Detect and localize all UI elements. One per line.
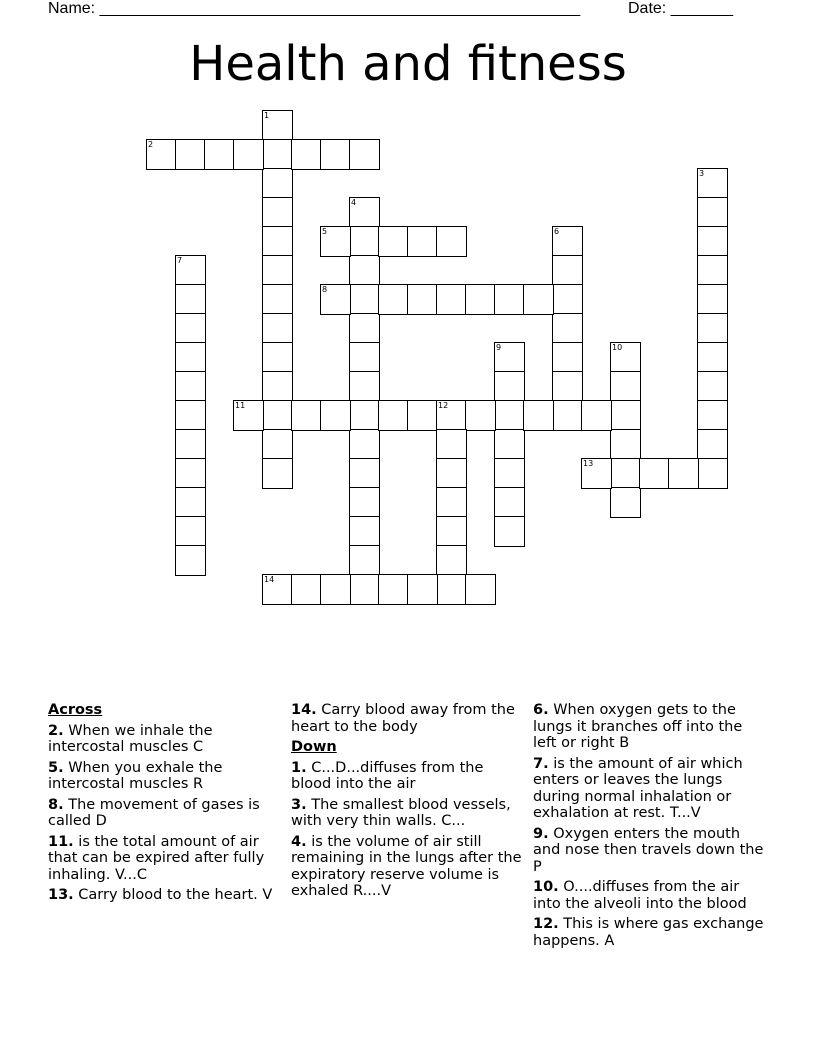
clue-down-3 bbox=[291, 797, 527, 830]
clue-number: 11. bbox=[48, 833, 74, 850]
grid-cell[interactable] bbox=[610, 458, 641, 489]
clue-text: O....diffuses from the air into the alveoli into the blood bbox=[533, 879, 747, 912]
clue-number: 12. bbox=[533, 916, 559, 932]
grid-cell[interactable] bbox=[436, 516, 467, 547]
grid-cell[interactable] bbox=[407, 284, 438, 315]
cell-number: 5 bbox=[322, 227, 328, 236]
clue-across-8 bbox=[48, 797, 284, 830]
grid-cell[interactable] bbox=[349, 429, 380, 460]
grid-cell[interactable] bbox=[552, 400, 583, 431]
name-field[interactable]: Name: ______________________________________________________ bbox=[48, 0, 581, 17]
grid-cell[interactable] bbox=[349, 458, 380, 489]
grid-cell[interactable] bbox=[494, 516, 525, 547]
grid-cell[interactable] bbox=[175, 371, 206, 402]
clue-text: Carry blood away from the heart to the body bbox=[291, 702, 515, 735]
grid-cell[interactable] bbox=[175, 429, 206, 460]
clue-down-12 bbox=[533, 916, 769, 949]
grid-cell[interactable] bbox=[320, 284, 351, 315]
cell-number: 9 bbox=[496, 343, 502, 352]
clue-text: C...D...diffuses from the blood into the air bbox=[291, 759, 484, 792]
clue-across-14 bbox=[291, 702, 527, 735]
grid-cell[interactable] bbox=[262, 371, 293, 402]
clues-section bbox=[48, 702, 778, 962]
grid-cell[interactable] bbox=[494, 400, 525, 431]
grid-cell[interactable] bbox=[465, 400, 496, 431]
clue-number: 10. bbox=[533, 879, 559, 895]
grid-cell[interactable] bbox=[175, 139, 206, 170]
grid-cell[interactable] bbox=[349, 516, 380, 547]
grid-cell[interactable] bbox=[697, 197, 728, 228]
grid-cell[interactable] bbox=[175, 545, 206, 576]
clue-text: When we inhale the intercostal muscles C bbox=[48, 722, 213, 755]
grid-cell[interactable] bbox=[262, 226, 293, 257]
clue-number: 7. bbox=[533, 755, 549, 772]
clue-text: is the total amount of air that can be expired after fully inhaling. V...C bbox=[48, 833, 265, 883]
grid-cell[interactable] bbox=[552, 284, 583, 315]
grid-cell[interactable] bbox=[320, 400, 351, 431]
grid-cell[interactable] bbox=[697, 371, 728, 402]
grid-cell[interactable] bbox=[262, 110, 293, 141]
cell-number: 7 bbox=[177, 256, 183, 265]
grid-cell[interactable] bbox=[697, 400, 728, 431]
grid-cell[interactable] bbox=[349, 545, 380, 576]
grid-cell[interactable] bbox=[494, 487, 525, 518]
grid-cell[interactable] bbox=[407, 226, 438, 257]
grid-cell[interactable] bbox=[262, 429, 293, 460]
cell-number: 14 bbox=[264, 575, 275, 584]
grid-cell[interactable] bbox=[610, 342, 641, 373]
clue-text: Oxygen enters the mouth and nose then travels down the P bbox=[533, 825, 764, 875]
clue-column-2 bbox=[291, 702, 527, 904]
grid-cell[interactable] bbox=[552, 255, 583, 286]
grid-cell[interactable] bbox=[697, 313, 728, 344]
cell-number: 4 bbox=[351, 198, 357, 207]
grid-cell[interactable] bbox=[262, 342, 293, 373]
clue-number: 14. bbox=[291, 702, 317, 718]
grid-cell[interactable] bbox=[436, 487, 467, 518]
clue-column-3 bbox=[533, 702, 769, 953]
puzzle-title: Health and fitness bbox=[189, 36, 627, 92]
grid-cell[interactable] bbox=[639, 458, 670, 489]
clue-number: 6. bbox=[533, 702, 549, 718]
grid-cell[interactable] bbox=[610, 487, 641, 518]
grid-cell[interactable] bbox=[175, 255, 206, 286]
grid-cell[interactable] bbox=[349, 226, 380, 257]
cell-number: 10 bbox=[612, 343, 623, 352]
grid-cell[interactable] bbox=[320, 226, 351, 257]
clue-number: 2. bbox=[48, 722, 64, 739]
grid-cell[interactable] bbox=[262, 313, 293, 344]
grid-cell[interactable] bbox=[262, 197, 293, 228]
grid-cell[interactable] bbox=[349, 487, 380, 518]
clue-column-1 bbox=[48, 702, 284, 908]
grid-cell[interactable] bbox=[407, 574, 438, 605]
cell-number: 2 bbox=[148, 140, 154, 149]
grid-cell[interactable] bbox=[175, 313, 206, 344]
grid-cell[interactable] bbox=[552, 226, 583, 257]
grid-cell[interactable] bbox=[581, 400, 612, 431]
grid-cell[interactable] bbox=[175, 342, 206, 373]
grid-cell[interactable] bbox=[494, 342, 525, 373]
grid-cell[interactable] bbox=[697, 429, 728, 460]
grid-cell[interactable] bbox=[610, 400, 641, 431]
clue-number: 1. bbox=[291, 759, 307, 776]
grid-cell[interactable] bbox=[349, 197, 380, 228]
grid-cell[interactable] bbox=[697, 168, 728, 199]
clue-across-13 bbox=[48, 887, 284, 904]
clue-number: 13. bbox=[48, 887, 74, 903]
grid-cell[interactable] bbox=[291, 400, 322, 431]
grid-cell[interactable] bbox=[291, 139, 322, 170]
clue-down-9 bbox=[533, 826, 769, 876]
cell-number: 6 bbox=[554, 227, 560, 236]
grid-cell[interactable] bbox=[349, 371, 380, 402]
grid-cell[interactable] bbox=[697, 342, 728, 373]
grid-cell[interactable] bbox=[436, 429, 467, 460]
clue-across-2 bbox=[48, 723, 284, 756]
grid-cell[interactable] bbox=[552, 342, 583, 373]
clue-text: When you exhale the intercostal muscles R bbox=[48, 759, 223, 792]
grid-cell[interactable] bbox=[175, 284, 206, 315]
grid-cell[interactable] bbox=[175, 516, 206, 547]
clue-number: 4. bbox=[291, 833, 307, 850]
date-field[interactable]: Date: _______ bbox=[628, 0, 733, 17]
grid-cell[interactable] bbox=[204, 139, 235, 170]
clue-text: The movement of gases is called D bbox=[48, 796, 260, 829]
grid-cell[interactable] bbox=[146, 139, 177, 170]
grid-cell[interactable] bbox=[262, 574, 293, 605]
down-heading: Down bbox=[291, 739, 337, 755]
grid-cell[interactable] bbox=[436, 545, 467, 576]
grid-cell[interactable] bbox=[436, 458, 467, 489]
grid-cell[interactable] bbox=[233, 139, 264, 170]
clue-down-7 bbox=[533, 756, 769, 822]
grid-cell[interactable] bbox=[552, 313, 583, 344]
grid-cell[interactable] bbox=[262, 139, 293, 170]
grid-cell[interactable] bbox=[349, 574, 380, 605]
grid-cell[interactable] bbox=[262, 284, 293, 315]
grid-cell[interactable] bbox=[697, 226, 728, 257]
clue-down-4 bbox=[291, 834, 527, 900]
grid-cell[interactable] bbox=[523, 400, 554, 431]
clue-number: 8. bbox=[48, 796, 64, 813]
grid-cell[interactable] bbox=[697, 458, 728, 489]
grid-cell[interactable] bbox=[378, 226, 409, 257]
clue-text: The smallest blood vessels, with very thin walls. C... bbox=[291, 796, 511, 829]
grid-cell[interactable] bbox=[436, 574, 467, 605]
grid-cell[interactable] bbox=[465, 574, 496, 605]
cell-number: 3 bbox=[699, 169, 705, 178]
clue-text: is the amount of air which enters or leaves the lungs during normal inhalation or exhalation at rest. T...V bbox=[533, 755, 743, 821]
grid-cell[interactable] bbox=[291, 574, 322, 605]
grid-cell[interactable] bbox=[494, 429, 525, 460]
cell-number: 12 bbox=[438, 401, 449, 410]
clue-down-6 bbox=[533, 702, 769, 752]
grid-cell[interactable] bbox=[233, 400, 264, 431]
clue-down-10 bbox=[533, 879, 769, 912]
grid-cell[interactable] bbox=[436, 400, 467, 431]
grid-cell[interactable] bbox=[349, 284, 380, 315]
grid-cell[interactable] bbox=[581, 458, 612, 489]
grid-cell[interactable] bbox=[349, 400, 380, 431]
grid-cell[interactable] bbox=[494, 371, 525, 402]
grid-cell[interactable] bbox=[262, 255, 293, 286]
grid-cell[interactable] bbox=[668, 458, 699, 489]
grid-cell[interactable] bbox=[175, 400, 206, 431]
grid-cell[interactable] bbox=[436, 284, 467, 315]
grid-cell[interactable] bbox=[175, 458, 206, 489]
clue-number: 9. bbox=[533, 825, 549, 842]
grid-cell[interactable] bbox=[320, 139, 351, 170]
grid-cell[interactable] bbox=[175, 487, 206, 518]
cell-number: 8 bbox=[322, 285, 328, 294]
clue-across-11 bbox=[48, 834, 284, 884]
clue-number: 3. bbox=[291, 796, 307, 813]
clue-across-5 bbox=[48, 760, 284, 793]
grid-cell[interactable] bbox=[320, 574, 351, 605]
grid-cell[interactable] bbox=[378, 400, 409, 431]
grid-cell[interactable] bbox=[552, 371, 583, 402]
cell-number: 11 bbox=[235, 401, 246, 410]
grid-cell[interactable] bbox=[465, 284, 496, 315]
grid-cell[interactable] bbox=[494, 284, 525, 315]
grid-cell[interactable] bbox=[494, 458, 525, 489]
clue-text: This is where gas exchange happens. A bbox=[533, 916, 764, 949]
grid-cell[interactable] bbox=[349, 255, 380, 286]
grid-cell[interactable] bbox=[523, 284, 554, 315]
grid-cell[interactable] bbox=[407, 400, 438, 431]
clue-text: is the volume of air still remaining in the lungs after the expiratory reserve volume is exhaled R....V bbox=[291, 833, 522, 899]
clue-text: Carry blood to the heart. V bbox=[78, 887, 273, 903]
cell-number: 13 bbox=[583, 459, 594, 468]
grid-cell[interactable] bbox=[697, 255, 728, 286]
grid-cell[interactable] bbox=[262, 458, 293, 489]
grid-cell[interactable] bbox=[262, 168, 293, 199]
grid-cell[interactable] bbox=[610, 429, 641, 460]
grid-cell[interactable] bbox=[349, 342, 380, 373]
grid-cell[interactable] bbox=[378, 284, 409, 315]
grid-cell[interactable] bbox=[697, 284, 728, 315]
clue-down-1 bbox=[291, 760, 527, 793]
clue-text: When oxygen gets to the lungs it branches off into the left or right B bbox=[533, 702, 743, 751]
grid-cell[interactable] bbox=[378, 574, 409, 605]
across-heading: Across bbox=[48, 702, 103, 718]
grid-cell[interactable] bbox=[349, 313, 380, 344]
grid-cell[interactable] bbox=[262, 400, 293, 431]
grid-cell[interactable] bbox=[349, 139, 380, 170]
clue-number: 5. bbox=[48, 759, 64, 776]
cell-number: 1 bbox=[264, 111, 270, 120]
grid-cell[interactable] bbox=[610, 371, 641, 402]
grid-cell[interactable] bbox=[436, 226, 467, 257]
